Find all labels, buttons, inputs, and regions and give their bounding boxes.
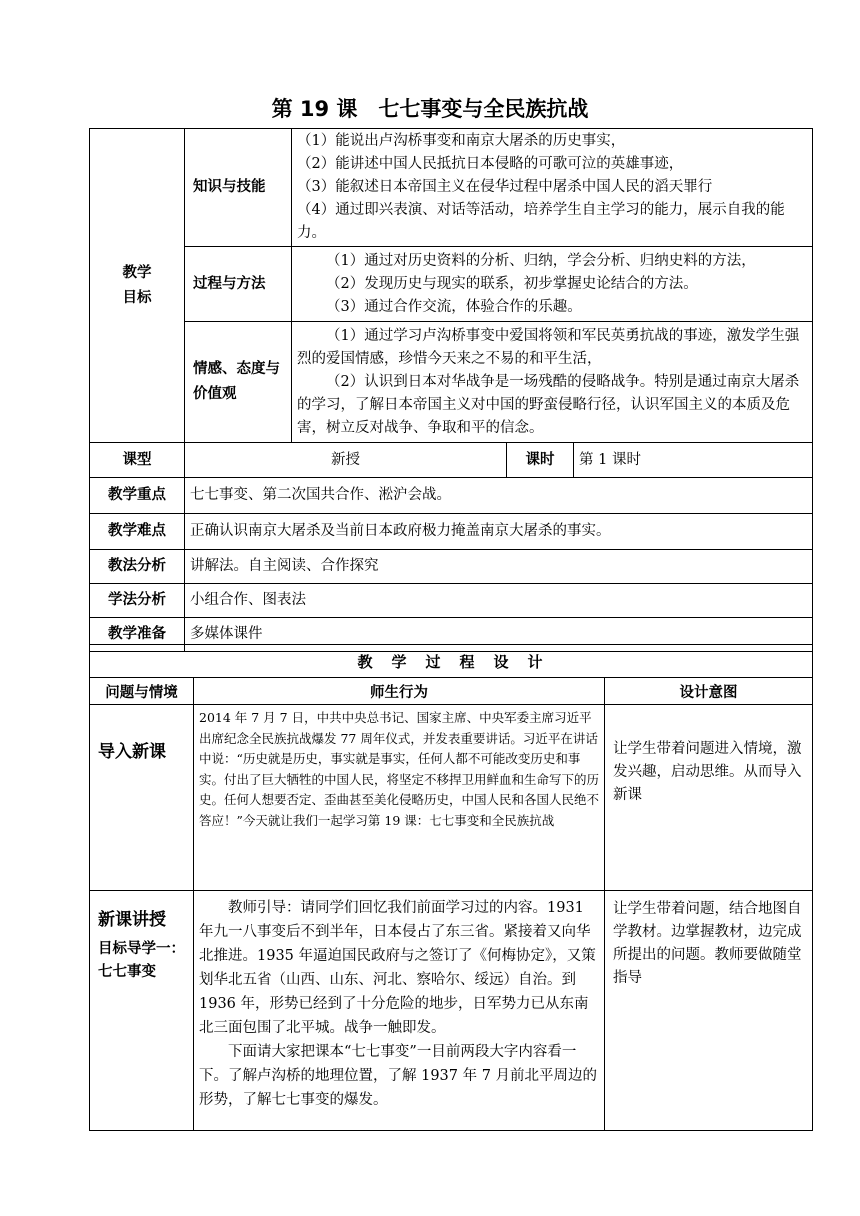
lesson-type-label: 课型 — [90, 443, 185, 478]
lesson-type-value: 新授 — [185, 443, 507, 478]
row-value: 多媒体课件 — [185, 618, 813, 652]
knowledge-item: （3）能叙述日本帝国主义在侵华过程中屠杀中国人民的滔天罪行 — [297, 179, 713, 195]
process-item: （2）发现历史与现实的联系，初步掌握史论结合的方法。 — [326, 275, 698, 292]
col-header: 师生行为 — [194, 678, 605, 705]
row-label: 学法分析 — [90, 584, 185, 618]
process-item: （1）通过对历史资料的分析、归纳，学会分析、归纳史料的方法， — [326, 252, 756, 269]
row-label: 教学重点 — [90, 478, 185, 514]
emotion-item: （1）通过学习卢沟桥事变中爱国将领和军民英勇抗战的事迹，激发学生强烈的爱国情感，珍惜今天来之不易的和平生活， — [297, 327, 800, 367]
row-label: 教学准备 — [90, 618, 185, 652]
page-title: 第 19 课 七七事变与全民族抗战 — [271, 97, 589, 121]
new-lesson-sublabel: 目标导学一：七七事变 — [98, 941, 185, 980]
process-label: 过程与方法 — [185, 247, 292, 322]
new-lesson-intent: 让学生带着问题，结合地图自学教材。边掌握教材，边完成所提出的问题。教师要做随堂指导 — [605, 891, 813, 1131]
new-lesson-behavior — [194, 891, 605, 1131]
row-value: 讲解法。自主阅读、合作探究 — [185, 550, 813, 584]
intro-behavior: 2014 年 7 月 7 日，中共中央总书记、国家主席、中央军委主席习近平出席纪念全民族抗战爆发 77 周年仪式，并发表重要讲话。习近平在讲话中说：“历史就是历史，事实就是事实，任何人都不可能改变历史和事实。付出了巨大牺牲的中国人民，将坚定不移捍卫用鲜血和生命写下的历史。任何人想要否定、歪曲甚至美化侵略历史，中国人民和各国人民绝不答应！”今天就让我们一起学习第 19 课：七七事变和全民族抗战 — [194, 705, 605, 891]
row-label: 教学难点 — [90, 514, 185, 550]
emotion-item: （2）认识到日本对华战争是一场残酷的侵略战争。特别是通过南京大屠杀的学习，了解日本帝国主义对中国的野蛮侵略行径，认识军国主义的本质及危害，树立反对战争、争取和平的信念。 — [297, 373, 800, 436]
col-header: 设计意图 — [605, 678, 813, 705]
new-lesson-paragraph: 教师引导：请同学们回忆我们前面学习过的内容。1931 年九一八事变后不到半年，日本侵占了东三省。紧接着又向华北推进。1935 年逼迫国民政府与之签订了《何梅协定》，又策划华北五省（山西、山东、河北、察哈尔、绥远）自治。到 1936 年，形势已经到了十分危险的地步，日军势力已从东南北三面包围了北平城。战争一触即发。 — [199, 900, 596, 1036]
teaching-process-table — [89, 644, 813, 1131]
row-value: 正确认识南京大屠杀及当前日本政府极力掩盖南京大屠杀的事实。 — [185, 514, 813, 550]
emotion-cell — [292, 322, 813, 443]
new-lesson-label-cell — [90, 891, 194, 1131]
knowledge-cell — [292, 129, 813, 247]
knowledge-item: （4）通过即兴表演、对话等活动，培养学生自主学习的能力，展示自我的能力。 — [297, 202, 785, 241]
intro-label: 导入新课 — [90, 705, 194, 891]
knowledge-label: 知识与技能 — [185, 129, 292, 247]
emotion-label: 情感、态度与价值观 — [185, 322, 292, 443]
process-item: （3）通过合作交流，体验合作的乐趣。 — [326, 298, 582, 315]
row-value: 七七事变、第二次国共合作、淞沪会战。 — [185, 478, 813, 514]
objectives-label: 教学 目标 — [90, 129, 185, 443]
intro-intent: 让学生带着问题进入情境，激发兴趣，启动思维。从而导入新课 — [605, 705, 813, 891]
col-header: 问题与情境 — [90, 678, 194, 705]
process-title: 教 学 过 程 设 计 — [90, 645, 813, 678]
row-label: 教法分析 — [90, 550, 185, 584]
period-label: 课时 — [507, 443, 574, 478]
new-lesson-paragraph: 下面请大家把课本“七七事变”一目前两段大字内容看一下。了解卢沟桥的地理位置，了解 1937 年 7 月前北平周边的形势，了解七七事变的爆发。 — [199, 1044, 598, 1108]
period-value: 第 1 课时 — [574, 443, 813, 478]
new-lesson-label: 新课讲授 — [98, 910, 166, 930]
process-cell — [292, 247, 813, 322]
row-value: 小组合作、图表法 — [185, 584, 813, 618]
knowledge-item: （2）能讲述中国人民抵抗日本侵略的可歌可泣的英雄事迹， — [297, 156, 684, 172]
lesson-info-table — [89, 128, 813, 652]
knowledge-item: （1）能说出卢沟桥事变和南京大屠杀的历史事实， — [297, 133, 626, 149]
